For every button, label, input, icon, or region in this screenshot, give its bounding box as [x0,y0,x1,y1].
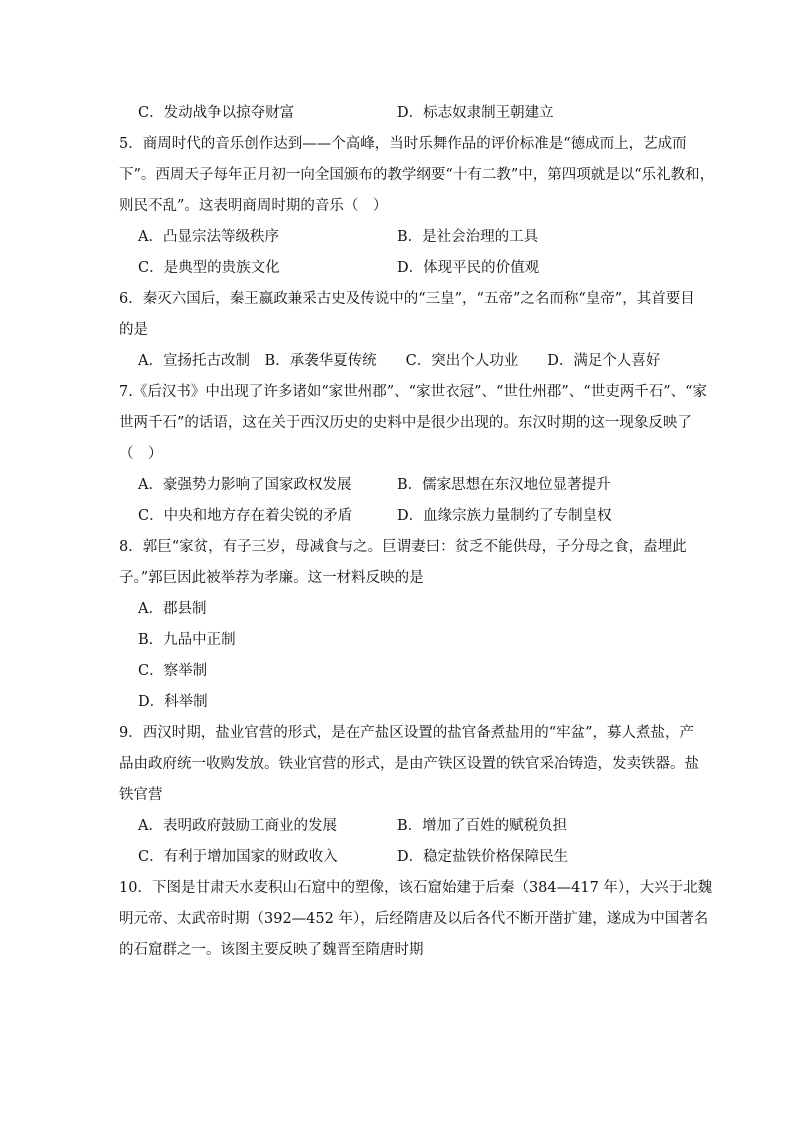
q8-stem-line-1: 8．郭巨“家贫，有子三岁，母减食与之。巨谓妻曰：贫乏不能供母，子分母之食，盍埋此 [119,539,687,555]
q5-option-d[interactable]: D．体现平民的价值观 [397,260,540,276]
q5-stem-line-1: 5．商周时代的音乐创作达到——个高峰，当时乐舞作品的评价标准是“德成而上，艺成而 [119,136,687,152]
q5-option-a[interactable]: A．凸显宗法等级秩序 [138,229,279,245]
q5-option-c[interactable]: C．是典型的贵族文化 [138,260,280,276]
q10-stem-line-3: 的石窟群之一。该图主要反映了魏晋至隋唐时期 [119,942,424,958]
q7-stem-line-3: （ ） [119,446,163,462]
q9-option-a[interactable]: A．表明政府鼓励工商业的发展 [138,818,337,834]
q5-stem-line-3: 则民不乱”。这表明商周时期的音乐（ ） [119,198,388,214]
q8-option-c[interactable]: C．察举制 [138,663,208,679]
q8-option-d[interactable]: D．科举制 [138,694,208,710]
q5-stem-line-2: 下”。西周天子每年正月初一向全国颁布的教学纲要“十有二教”中，第四项就是以“乐礼教和， [119,167,715,183]
q9-option-b[interactable]: B．增加了百姓的赋税负担 [397,818,568,834]
q7-option-c[interactable]: C．中央和地方存在着尖锐的矛盾 [138,508,353,524]
q8-option-a[interactable]: A．郡县制 [138,601,207,617]
q10-stem-line-1: 10．下图是甘肃天水麦积山石窟中的塑像，该石窟始建于后秦（384—417 年），大兴于北魏 [119,880,713,896]
q7-stem-line-1: 7.《后汉书》中出现了许多诸如“家世州郡”、“家世衣冠”、“世仕州郡”、“世吏两千石”、“家 [119,384,708,400]
q9-option-c[interactable]: C．有利于增加国家的财政收入 [138,849,338,865]
q7-stem-line-2: 世两千石”的话语，这在关于西汉历史的史料中是很少出现的。东汉时期的这一现象反映了 [119,415,692,431]
q4-option-c[interactable]: C．发动战争以掠夺财富 [138,105,295,121]
q9-option-d[interactable]: D．稳定盐铁价格保障民生 [397,849,569,865]
q6-stem-line-2: 的是 [119,322,148,338]
q9-stem-line-3: 铁官营 [119,787,163,803]
q7-option-b[interactable]: B．儒家思想在东汉地位显著提升 [397,477,611,493]
q6-stem-line-1: 6．秦灭六国后，秦王嬴政兼采古史及传说中的“三皇”，“五帝”之名而称“皇帝”，其首要目 [119,291,695,307]
q6-options[interactable]: A．宣扬托古改制 B．承袭华夏传统 C．突出个人功业 D．满足个人喜好 [138,353,661,369]
q9-stem-line-2: 品由政府统一收购发放。铁业官营的形式，是由产铁区设置的铁官采冶铸造，发卖铁器。盐 [119,756,699,772]
q5-option-b[interactable]: B．是社会治理的工具 [397,229,539,245]
q10-stem-line-2: 明元帝、太武帝时期（392—452 年），后经隋唐及以后各代不断开凿扩建，遂成为中国著名 [119,911,709,927]
q4-option-d[interactable]: D．标志奴隶制王朝建立 [397,105,554,121]
q7-option-d[interactable]: D．血缘宗族力量制约了专制皇权 [397,508,612,524]
q7-option-a[interactable]: A．豪强势力影响了国家政权发展 [138,477,352,493]
q9-stem-line-1: 9．西汉时期，盐业官营的形式，是在产盐区设置的盐官备煮盐用的“牢盆”，募人煮盐，产 [119,725,695,741]
q8-option-b[interactable]: B．九品中正制 [138,632,236,648]
q8-stem-line-2: 子。”郭巨因此被举荐为孝廉。这一材料反映的是 [119,570,424,586]
